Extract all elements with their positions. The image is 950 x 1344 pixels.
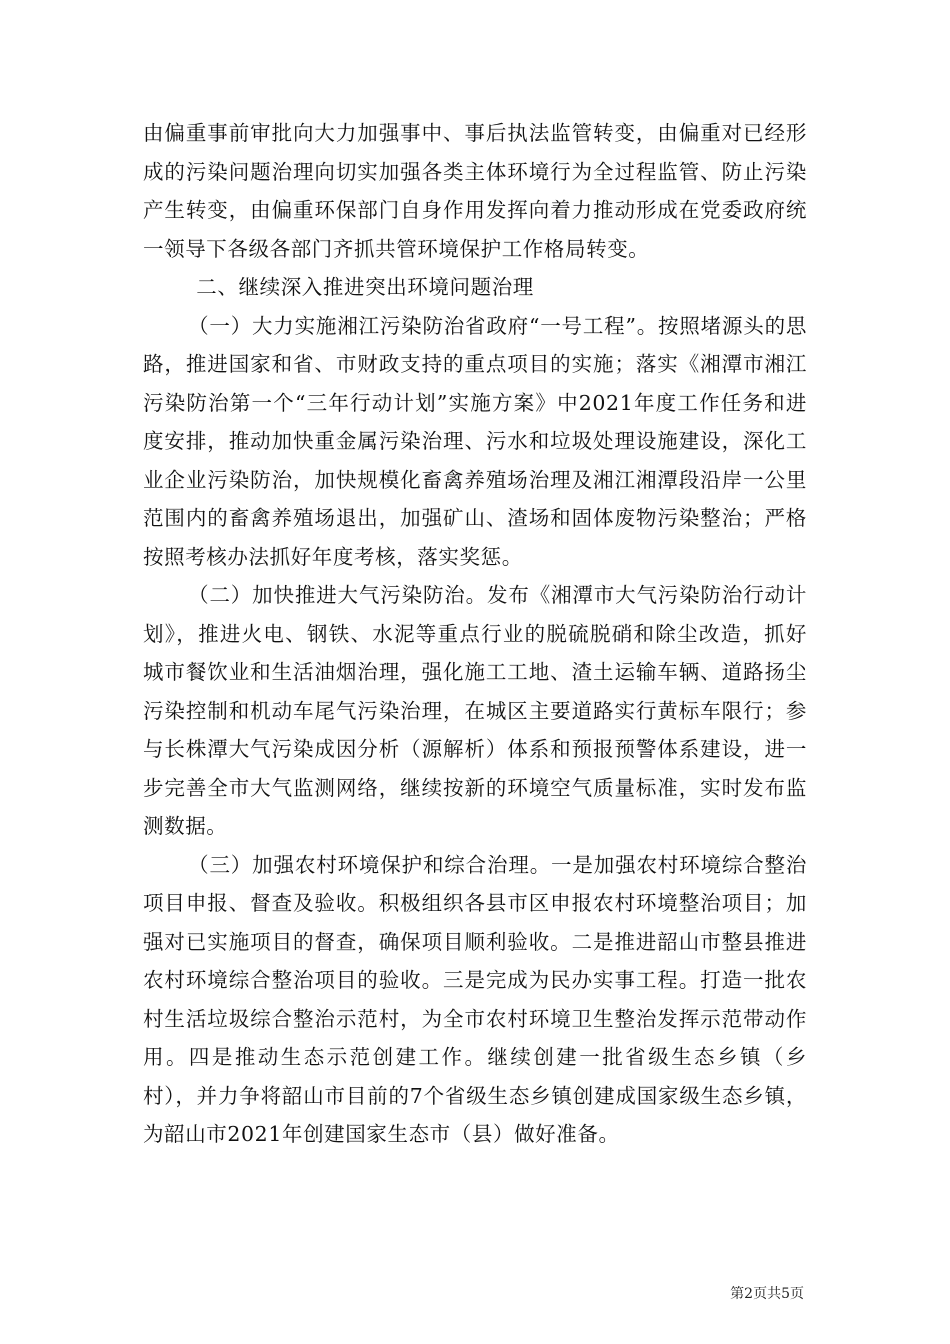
section-heading: 二、继续深入推进突出环境问题治理 xyxy=(196,275,534,299)
paragraph-air-pollution: （二）加快推进大气污染防治。发布《湘潭市大气污染防治行动计划》，推进火电、钢铁、水泥等重点行业的脱硫脱硝和除尘改造，抓好城市餐饮业和生活油烟治理，强化施工工地、渣土运输车辆、道路扬尘污染控制和机动车尾气污染治理，在城区主要道路实行黄标车限行；参与长株潭大气污染成因分析（源解析）体系和预报预警体系建设，进一步完善全市大气监测网络，继续按新的环境空气质量标准，实时发布监测数据。 xyxy=(143,583,807,838)
page-number-footer: 第2页共5页 xyxy=(730,1286,804,1302)
paragraph-rural-environment: （三）加强农村环境保护和综合治理。一是加强农村环境综合整治项目申报、督查及验收。积极组织各县市区申报农村环境整治项目；加强对已实施项目的督查，确保项目顺利验收。二是推进韶山市整县推进农村环境综合整治项目的验收。三是完成为民办实事工程。打造一批农村生活垃圾综合整治示范村，为全市农村环境卫生整治发挥示范带动作用。四是推动生态示范创建工作。继续创建一批省级生态乡镇（乡村），并力争将韶山市目前的7个省级生态乡镇创建成国家级生态乡镇，为韶山市2021年创建国家生态市（县）做好准备。 xyxy=(143,852,807,1146)
paragraph-continuation: 由偏重事前审批向大力加强事中、事后执法监管转变，由偏重对已经形成的污染问题治理向切实加强各类主体环境行为全过程监管、防止污染产生转变，由偏重环保部门自身作用发挥向着力推动形成在党委政府统一领导下各级各部门齐抓共管环境保护工作格局转变。 xyxy=(143,121,807,261)
document-body xyxy=(143,114,807,1154)
paragraph-xiangjiang-pollution: （一）大力实施湘江污染防治省政府“一号工程”。按照堵源头的思路，推进国家和省、市财政支持的重点项目的实施；落实《湘潭市湘江污染防治第一个“三年行动计划”实施方案》中2021年度工作任务和进度安排，推动加快重金属污染治理、污水和垃圾处理设施建设，深化工业企业污染防治，加快规模化畜禽养殖场治理及湘江湘潭段沿岸一公里范围内的畜禽养殖场退出，加强矿山、渣场和固体废物污染整治；严格按照考核办法抓好年度考核，落实奖惩。 xyxy=(143,313,807,569)
